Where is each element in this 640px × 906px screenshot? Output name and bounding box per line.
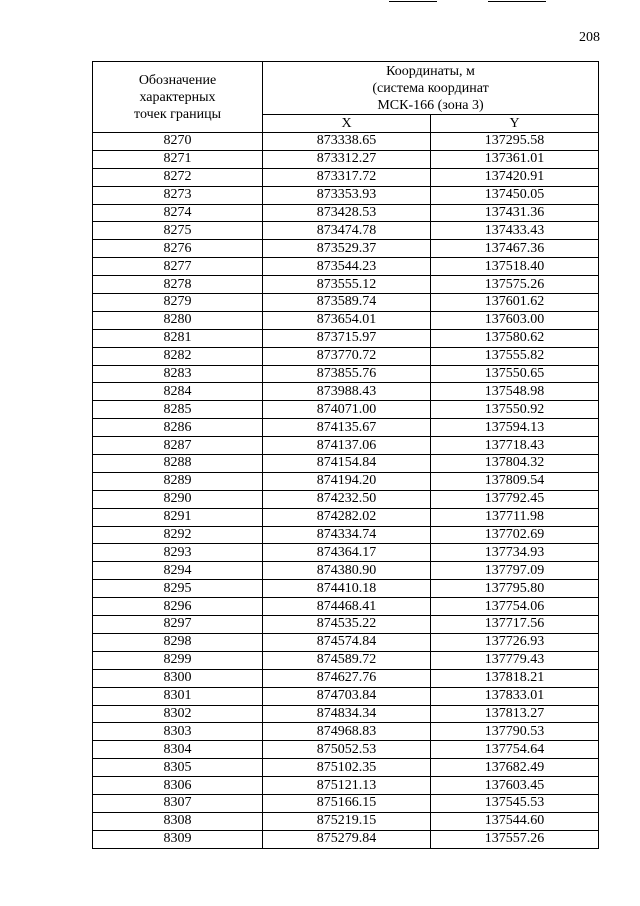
table-row	[93, 258, 599, 276]
x-coordinate-cell: 874282.02	[263, 508, 431, 526]
point-id-cell: 8274	[93, 204, 263, 222]
table-row	[93, 437, 599, 455]
table-row	[93, 383, 599, 401]
table-row	[93, 562, 599, 580]
y-column-header: Y	[431, 115, 599, 133]
y-coordinate-cell: 137754.06	[431, 598, 599, 616]
table-row	[93, 419, 599, 437]
point-id-cell: 8278	[93, 276, 263, 294]
x-coordinate-cell: 873770.72	[263, 347, 431, 365]
y-coordinate-cell: 137420.91	[431, 168, 599, 186]
point-id-cell: 8309	[93, 830, 263, 848]
table-row	[93, 294, 599, 312]
x-coordinate-cell: 874574.84	[263, 633, 431, 651]
x-coordinate-cell: 874468.41	[263, 598, 431, 616]
x-coordinate-cell: 873988.43	[263, 383, 431, 401]
x-coordinate-cell: 874410.18	[263, 580, 431, 598]
y-coordinate-cell: 137545.53	[431, 794, 599, 812]
y-coordinate-cell: 137754.64	[431, 741, 599, 759]
y-coordinate-cell: 137797.09	[431, 562, 599, 580]
point-id-cell: 8297	[93, 616, 263, 634]
y-coordinate-cell: 137682.49	[431, 759, 599, 777]
y-coordinate-cell: 137557.26	[431, 830, 599, 848]
coordinates-table	[92, 61, 599, 849]
x-coordinate-cell: 873544.23	[263, 258, 431, 276]
point-id-cell: 8299	[93, 651, 263, 669]
x-coordinate-cell: 874071.00	[263, 401, 431, 419]
point-id-cell: 8272	[93, 168, 263, 186]
y-coordinate-cell: 137450.05	[431, 186, 599, 204]
point-id-cell: 8271	[93, 150, 263, 168]
point-id-cell: 8282	[93, 347, 263, 365]
point-id-cell: 8298	[93, 633, 263, 651]
y-coordinate-cell: 137431.36	[431, 204, 599, 222]
point-id-cell: 8308	[93, 812, 263, 830]
y-coordinate-cell: 137718.43	[431, 437, 599, 455]
y-coordinate-cell: 137467.36	[431, 240, 599, 258]
table-row	[93, 204, 599, 222]
y-coordinate-cell: 137550.92	[431, 401, 599, 419]
y-coordinate-cell: 137580.62	[431, 329, 599, 347]
x-coordinate-cell: 873529.37	[263, 240, 431, 258]
y-coordinate-cell: 137833.01	[431, 687, 599, 705]
table-row	[93, 544, 599, 562]
x-coordinate-cell: 874968.83	[263, 723, 431, 741]
x-coordinate-cell: 874364.17	[263, 544, 431, 562]
point-id-cell: 8286	[93, 419, 263, 437]
table-row	[93, 598, 599, 616]
x-coordinate-cell: 875279.84	[263, 830, 431, 848]
point-id-cell: 8293	[93, 544, 263, 562]
x-coordinate-cell: 874535.22	[263, 616, 431, 634]
x-coordinate-cell: 874380.90	[263, 562, 431, 580]
y-coordinate-cell: 137601.62	[431, 294, 599, 312]
x-coordinate-cell: 873855.76	[263, 365, 431, 383]
table-row	[93, 365, 599, 383]
x-coordinate-cell: 874703.84	[263, 687, 431, 705]
point-id-cell: 8301	[93, 687, 263, 705]
point-id-cell: 8305	[93, 759, 263, 777]
y-coordinate-cell: 137550.65	[431, 365, 599, 383]
points-header-line: точек границы	[134, 106, 221, 122]
table-row	[93, 508, 599, 526]
table-row	[93, 240, 599, 258]
x-coordinate-cell: 875102.35	[263, 759, 431, 777]
table-row	[93, 168, 599, 186]
point-id-cell: 8292	[93, 526, 263, 544]
y-coordinate-cell: 137813.27	[431, 705, 599, 723]
x-coordinate-cell: 873312.27	[263, 150, 431, 168]
table-row	[93, 759, 599, 777]
table-row	[93, 812, 599, 830]
y-coordinate-cell: 137295.58	[431, 133, 599, 151]
y-coordinate-cell: 137594.13	[431, 419, 599, 437]
y-coordinate-cell: 137361.01	[431, 150, 599, 168]
table-row	[93, 222, 599, 240]
table-row	[93, 311, 599, 329]
table-row	[93, 276, 599, 294]
y-coordinate-cell: 137779.43	[431, 651, 599, 669]
y-coordinate-cell: 137603.00	[431, 311, 599, 329]
table-row	[93, 526, 599, 544]
points-header-line: Обозначение	[138, 72, 217, 88]
x-coordinate-cell: 874627.76	[263, 669, 431, 687]
y-coordinate-cell: 137711.98	[431, 508, 599, 526]
x-coordinate-cell: 873474.78	[263, 222, 431, 240]
coords-header-line: МСК-166 (зона 3)	[377, 97, 484, 113]
table-row	[93, 687, 599, 705]
x-coordinate-cell: 873589.74	[263, 294, 431, 312]
x-coordinate-cell: 875219.15	[263, 812, 431, 830]
table-row	[93, 705, 599, 723]
point-id-cell: 8289	[93, 472, 263, 490]
points-column-header	[93, 62, 263, 133]
y-coordinate-cell: 137518.40	[431, 258, 599, 276]
y-coordinate-cell: 137818.21	[431, 669, 599, 687]
table-row	[93, 347, 599, 365]
table-body	[93, 133, 599, 849]
point-id-cell: 8285	[93, 401, 263, 419]
y-coordinate-cell: 137575.26	[431, 276, 599, 294]
table-row	[93, 616, 599, 634]
table-row	[93, 669, 599, 687]
point-id-cell: 8276	[93, 240, 263, 258]
x-coordinate-cell: 874137.06	[263, 437, 431, 455]
table-row	[93, 723, 599, 741]
coordinates-group-header	[263, 62, 599, 115]
point-id-cell: 8277	[93, 258, 263, 276]
point-id-cell: 8283	[93, 365, 263, 383]
x-coordinate-cell: 873715.97	[263, 329, 431, 347]
y-coordinate-cell: 137548.98	[431, 383, 599, 401]
x-coordinate-cell: 875121.13	[263, 777, 431, 795]
points-header-line: характерных	[139, 89, 216, 105]
y-coordinate-cell: 137433.43	[431, 222, 599, 240]
x-coordinate-cell: 874834.34	[263, 705, 431, 723]
point-id-cell: 8279	[93, 294, 263, 312]
table-row	[93, 651, 599, 669]
point-id-cell: 8273	[93, 186, 263, 204]
table-row	[93, 133, 599, 151]
y-coordinate-cell: 137702.69	[431, 526, 599, 544]
point-id-cell: 8307	[93, 794, 263, 812]
x-coordinate-cell: 875052.53	[263, 741, 431, 759]
x-coordinate-cell: 874135.67	[263, 419, 431, 437]
point-id-cell: 8303	[93, 723, 263, 741]
y-coordinate-cell: 137795.80	[431, 580, 599, 598]
x-coordinate-cell: 873428.53	[263, 204, 431, 222]
table-row	[93, 580, 599, 598]
point-id-cell: 8294	[93, 562, 263, 580]
y-coordinate-cell: 137717.56	[431, 616, 599, 634]
x-coordinate-cell: 874589.72	[263, 651, 431, 669]
table-header	[93, 62, 599, 133]
table-row	[93, 633, 599, 651]
table-row	[93, 777, 599, 795]
coords-header-line: (система координат	[372, 80, 489, 96]
table-row	[93, 186, 599, 204]
x-coordinate-cell: 874232.50	[263, 490, 431, 508]
y-coordinate-cell: 137790.53	[431, 723, 599, 741]
point-id-cell: 8280	[93, 311, 263, 329]
y-coordinate-cell: 137792.45	[431, 490, 599, 508]
y-coordinate-cell: 137555.82	[431, 347, 599, 365]
table-row	[93, 490, 599, 508]
y-coordinate-cell: 137726.93	[431, 633, 599, 651]
x-coordinate-cell: 873338.65	[263, 133, 431, 151]
y-coordinate-cell: 137734.93	[431, 544, 599, 562]
point-id-cell: 8291	[93, 508, 263, 526]
table-row	[93, 830, 599, 848]
x-column-header: X	[263, 115, 431, 133]
point-id-cell: 8284	[93, 383, 263, 401]
table-row	[93, 150, 599, 168]
point-id-cell: 8281	[93, 329, 263, 347]
x-coordinate-cell: 873353.93	[263, 186, 431, 204]
point-id-cell: 8287	[93, 437, 263, 455]
table-row	[93, 455, 599, 473]
x-coordinate-cell: 874334.74	[263, 526, 431, 544]
x-coordinate-cell: 873317.72	[263, 168, 431, 186]
x-coordinate-cell: 873555.12	[263, 276, 431, 294]
y-coordinate-cell: 137804.32	[431, 455, 599, 473]
table-row	[93, 741, 599, 759]
point-id-cell: 8306	[93, 777, 263, 795]
point-id-cell: 8295	[93, 580, 263, 598]
point-id-cell: 8300	[93, 669, 263, 687]
point-id-cell: 8296	[93, 598, 263, 616]
point-id-cell: 8275	[93, 222, 263, 240]
x-coordinate-cell: 875166.15	[263, 794, 431, 812]
table-row	[93, 794, 599, 812]
x-coordinate-cell: 874194.20	[263, 472, 431, 490]
table-row	[93, 329, 599, 347]
x-coordinate-cell: 873654.01	[263, 311, 431, 329]
point-id-cell: 8290	[93, 490, 263, 508]
page-number: 208	[579, 30, 600, 45]
point-id-cell: 8302	[93, 705, 263, 723]
x-coordinate-cell: 874154.84	[263, 455, 431, 473]
coords-header-line: Координаты, м	[386, 63, 475, 79]
y-coordinate-cell: 137603.45	[431, 777, 599, 795]
top-rule-right	[488, 1, 546, 2]
point-id-cell: 8288	[93, 455, 263, 473]
point-id-cell: 8304	[93, 741, 263, 759]
table-row	[93, 401, 599, 419]
table-row	[93, 472, 599, 490]
y-coordinate-cell: 137809.54	[431, 472, 599, 490]
top-rule-left	[389, 1, 437, 2]
y-coordinate-cell: 137544.60	[431, 812, 599, 830]
point-id-cell: 8270	[93, 133, 263, 151]
